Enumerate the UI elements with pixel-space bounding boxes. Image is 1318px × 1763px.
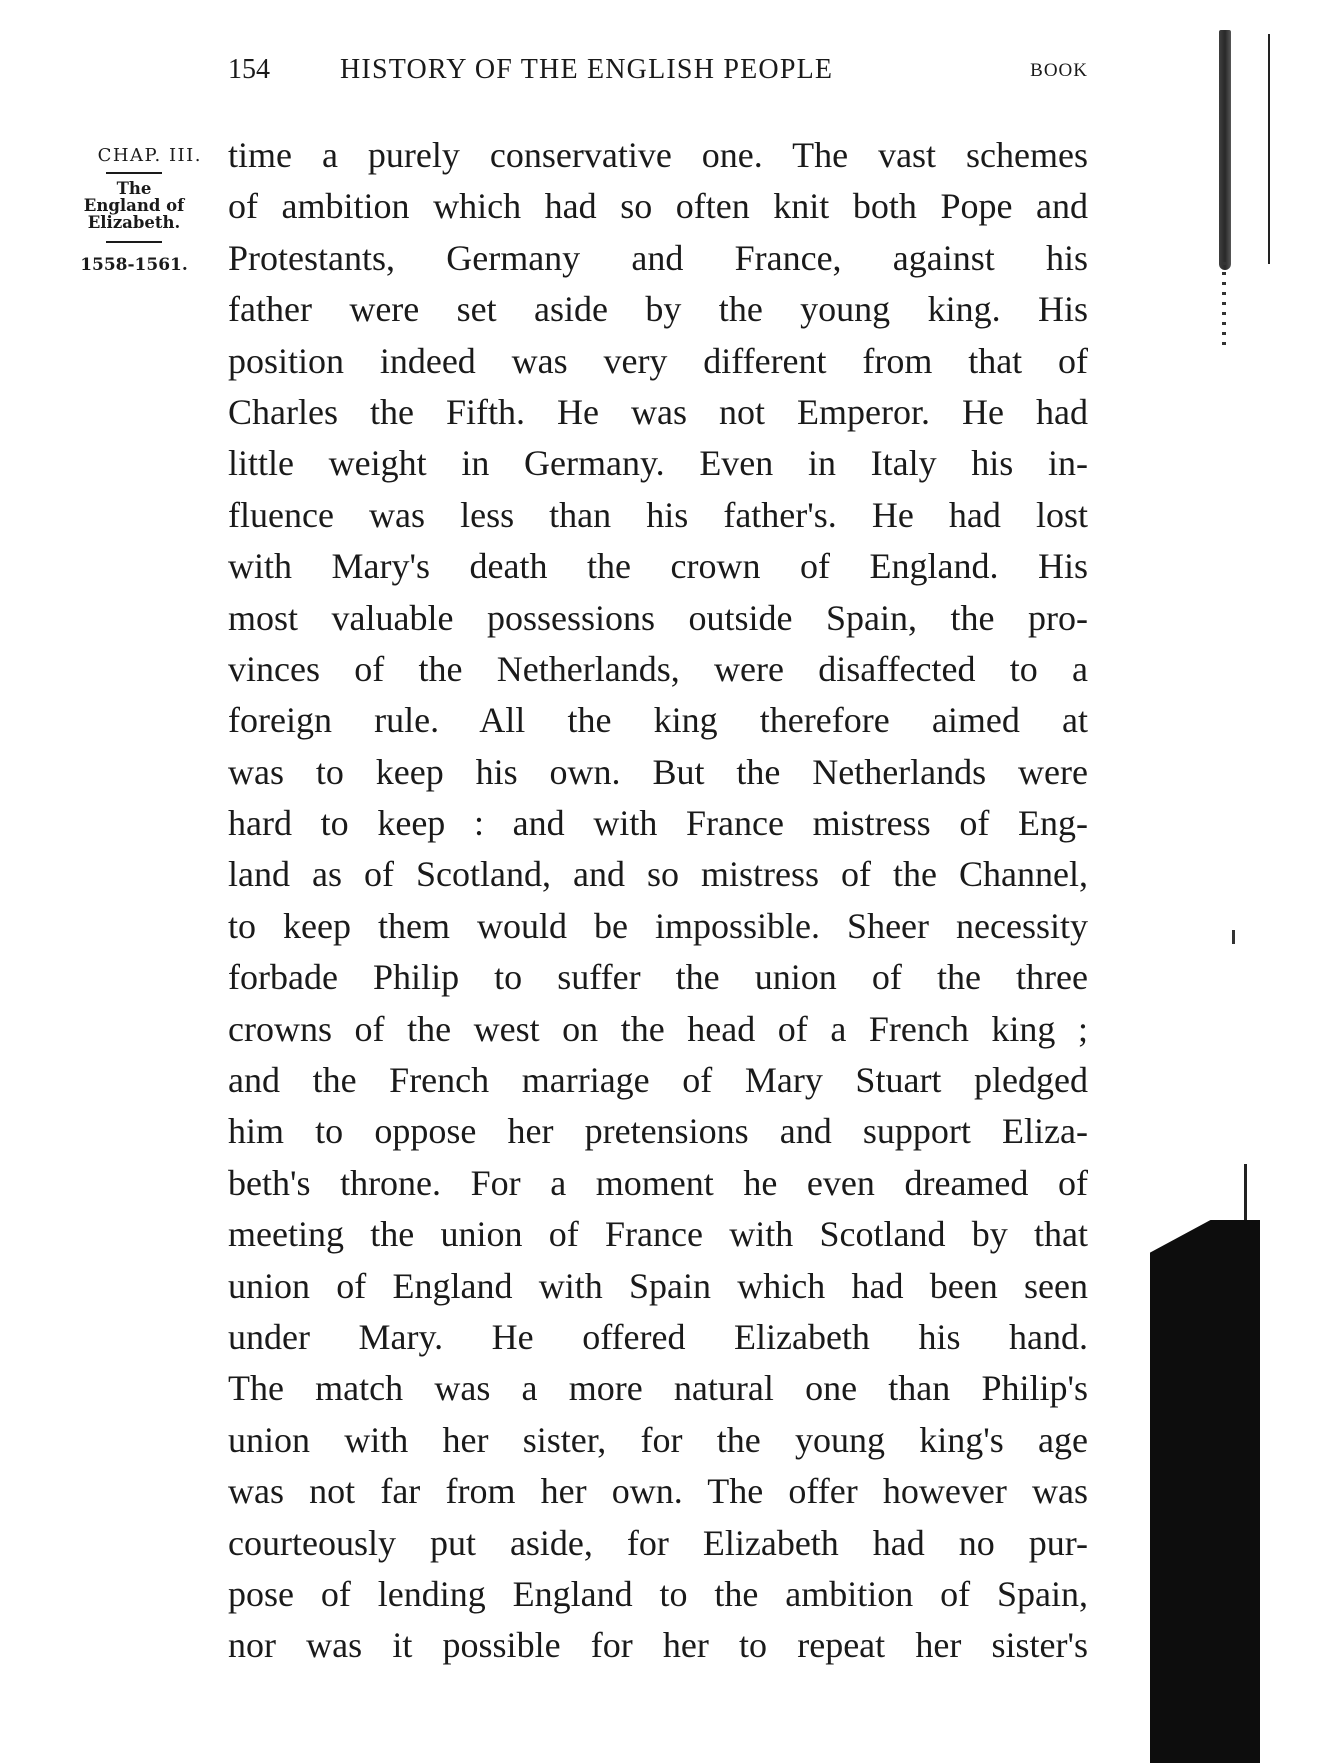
text-line: Protestants, Germany and France, against his — [228, 237, 1088, 278]
text-line: nor was it possible for her to repeat her sister's — [228, 1625, 1088, 1666]
text-line: union with her sister, for the young king's age — [228, 1419, 1088, 1460]
text-line: fluence was less than his father's. He had lost — [228, 494, 1088, 535]
text-line: land as of Scotland, and so mistress of the Channel, — [228, 854, 1088, 895]
text-line: foreign rule. All the king therefore aimed at — [228, 700, 1088, 741]
text-line: father were set aside by the young king. His — [228, 289, 1088, 330]
margin-notes — [66, 140, 202, 275]
text-line: forbade Philip to suffer the union of the three — [228, 957, 1088, 998]
text-line: with Mary's death the crown of England. His — [228, 546, 1088, 587]
scan-artifact-speckle — [1222, 262, 1226, 352]
side-title-line: England of — [83, 196, 185, 215]
text-line: pose of lending England to the ambition of Spain, — [228, 1573, 1088, 1614]
text-line: of ambition which had so often knit both Pope and — [228, 186, 1088, 227]
scan-artifact-top — [1219, 30, 1231, 270]
scan-artifact-bottom — [1150, 1220, 1260, 1763]
side-title-line: The — [116, 179, 152, 198]
text-line: position indeed was very different from that of — [228, 340, 1088, 381]
text-line: beth's throne. For a moment he even dreamed of — [228, 1162, 1088, 1203]
text-line: vinces of the Netherlands, were disaffected to a — [228, 648, 1088, 689]
text-line: union of England with Spain which had been seen — [228, 1265, 1088, 1306]
chapter-label: CHAP. III. — [97, 145, 202, 166]
side-title-line: Elizabeth. — [87, 213, 181, 232]
text-line: under Mary. He offered Elizabeth his hand. — [228, 1316, 1088, 1357]
text-line: was not far from her own. The offer however was — [228, 1471, 1088, 1512]
text-line: hard to keep : and with France mistress of Eng- — [228, 803, 1088, 844]
running-header — [228, 54, 1088, 94]
text-line: crowns of the west on the head of a French king ; — [228, 1008, 1088, 1049]
body-text — [228, 130, 1088, 1672]
side-title — [66, 180, 202, 231]
text-line: and the French marriage of Mary Stuart pledged — [228, 1060, 1088, 1101]
margin-rule — [106, 241, 162, 243]
text-line: meeting the union of France with Scotland by that — [228, 1214, 1088, 1255]
text-line: most valuable possessions outside Spain, the pro- — [228, 597, 1088, 638]
text-line: time a purely conservative one. The vast schemes — [228, 135, 1088, 175]
book-label: BOOK — [1030, 60, 1088, 81]
date-range: 1558-1561. — [80, 255, 188, 275]
running-title: HISTORY OF THE ENGLISH PEOPLE — [340, 54, 834, 85]
scan-artifact-tick — [1232, 930, 1235, 944]
margin-rule — [106, 172, 162, 174]
scan-artifact-line — [1268, 34, 1270, 264]
text-line: him to oppose her pretensions and support Eliza- — [228, 1111, 1088, 1152]
text-line: to keep them would be impossible. Sheer necessity — [228, 905, 1088, 946]
text-line: Charles the Fifth. He was not Emperor. He had — [228, 391, 1088, 432]
text-line: was to keep his own. But the Netherlands were — [228, 751, 1088, 792]
text-line: little weight in Germany. Even in Italy his in- — [228, 443, 1088, 484]
page-number: 154 — [228, 54, 270, 85]
text-line: courteously put aside, for Elizabeth had no pur- — [228, 1522, 1088, 1563]
text-line: The match was a more natural one than Philip's — [228, 1368, 1088, 1409]
